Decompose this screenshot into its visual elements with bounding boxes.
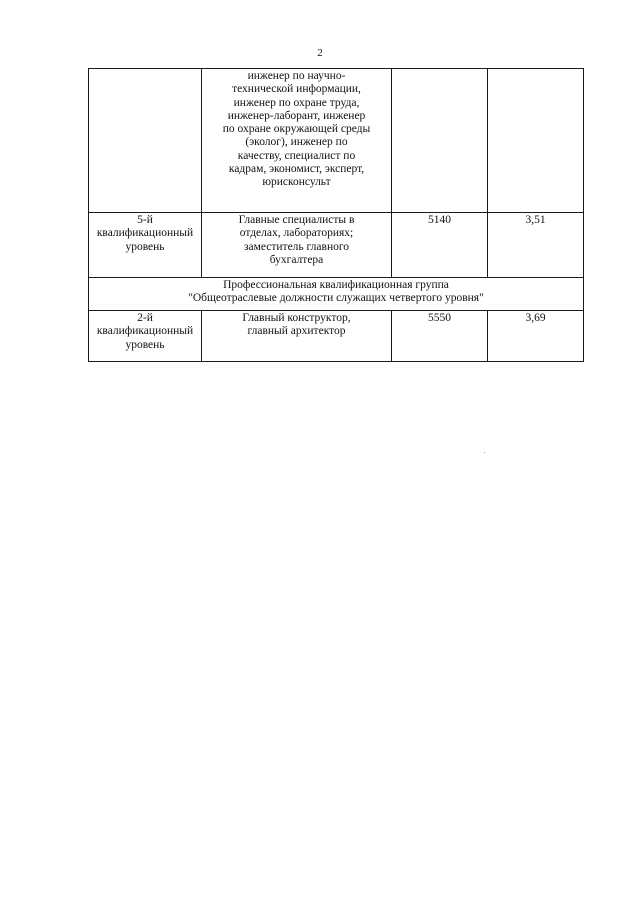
table-row-level-2 — [89, 311, 584, 362]
position-line: отделах, лабораториях; — [239, 227, 354, 240]
salary-table — [88, 68, 584, 362]
position-line: бухгалтера — [269, 253, 324, 266]
table-row-continued — [89, 69, 584, 213]
position-line: Главные специалисты в — [238, 214, 355, 226]
position-line: юрисконсульт — [262, 176, 331, 189]
position-line: заместитель главного — [243, 240, 350, 253]
salary-cell: 5140 — [392, 213, 488, 278]
position-line: качеству, специалист по — [237, 149, 356, 162]
level-cell — [89, 69, 202, 213]
page-number: 2 — [317, 47, 323, 59]
position-line: инженер по научно- — [247, 70, 346, 82]
level-word: квалификационный — [96, 325, 194, 338]
salary-cell: 5550 — [392, 311, 488, 362]
positions-cell — [202, 69, 392, 213]
table-row-level-5 — [89, 213, 584, 278]
group-name: "Общеотраслевые должности служащих четвертого уровня" — [188, 292, 484, 304]
level-cell — [89, 213, 202, 278]
salary-cell — [392, 69, 488, 213]
position-line: инженер по охране труда, — [233, 96, 360, 109]
coefficient-cell: 3,51 — [488, 213, 584, 278]
position-line: (эколог), инженер по — [245, 136, 348, 149]
scan-speck — [484, 452, 485, 453]
positions-cell — [202, 213, 392, 278]
position-line: по охране окружающей среды — [222, 123, 371, 136]
level-number: 5-й — [137, 214, 153, 226]
level-cell — [89, 311, 202, 362]
position-line: Главный конструктор, — [242, 312, 351, 324]
position-line: кадрам, экономист, эксперт, — [228, 163, 365, 176]
position-line: инженер-лаборант, инженер — [227, 109, 366, 122]
level-word: уровень — [125, 240, 165, 253]
level-word: квалификационный — [96, 227, 194, 240]
coefficient-cell — [488, 69, 584, 213]
position-line: главный архитектор — [247, 325, 346, 338]
group-header-cell — [89, 278, 584, 311]
group-title: Профессиональная квалификационная группа — [223, 279, 449, 291]
level-word: уровень — [125, 338, 165, 351]
group-header-row — [89, 278, 584, 311]
positions-cell — [202, 311, 392, 362]
level-number: 2-й — [137, 312, 153, 324]
coefficient-cell: 3,69 — [488, 311, 584, 362]
position-line: технической информации, — [232, 83, 361, 96]
